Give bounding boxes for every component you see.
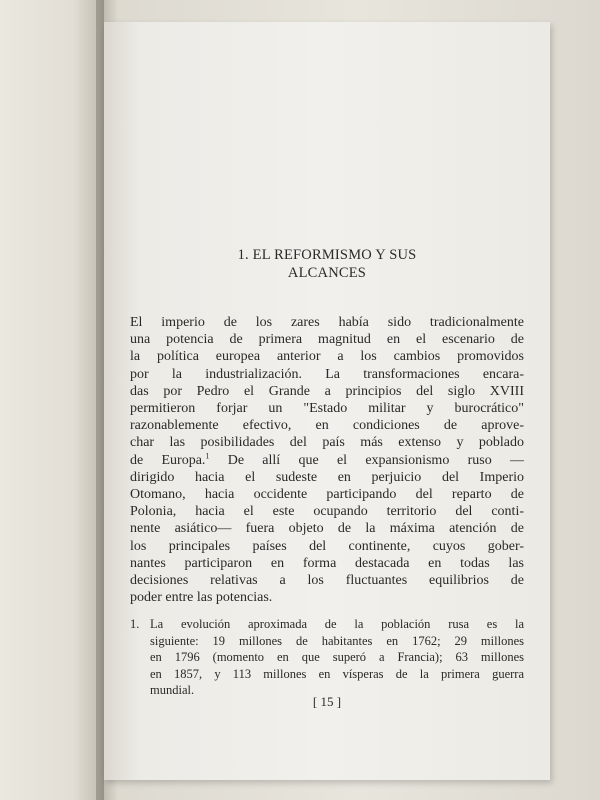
body-line: dirigido hacia el sudeste en perjuicio del Imperio <box>130 469 524 485</box>
body-line: Otomano, hacia occidente participando del reparto de <box>130 487 524 503</box>
page-number: [ 15 ] <box>312 694 342 709</box>
chapter-title-line-1: 1. EL REFORMISMO Y SUS <box>237 247 417 263</box>
body-line: permitieron forjar un "Estado militar y burocrático" <box>130 401 524 417</box>
body-line <box>130 452 524 469</box>
book-page <box>104 22 550 780</box>
body-line-start: de Europa. <box>130 452 206 468</box>
body-line: razonablemente efectivo, en condiciones de aprove- <box>130 418 524 434</box>
body-line: das por Pedro el Grande a principios del siglo XVIII <box>130 383 524 399</box>
body-line: char las posibilidades del país más extenso y poblado <box>130 435 524 451</box>
footnote-line: La evolución aproximada de la población rusa es la <box>150 617 524 631</box>
body-paragraph <box>130 314 524 606</box>
footnote-line: mundial. <box>150 683 195 698</box>
body-line: una potencia de primera magnitud en el escenario de <box>130 332 524 348</box>
body-line: los principales países del continente, cuyos gober- <box>130 538 524 554</box>
footnote-line: en 1857, y 113 millones en vísperas de la primera guerra <box>150 666 524 681</box>
body-line: decisiones relativas a los fluctuantes equilibrios de <box>130 573 524 589</box>
body-line: El imperio de los zares había sido tradicionalmente <box>130 315 524 330</box>
body-line-end: De allí que el expansionismo ruso — <box>227 452 524 468</box>
footnote-reference: 1 <box>205 450 210 460</box>
footnote-line: siguiente: 19 millones de habitantes en 1762; 29 millones <box>150 633 524 648</box>
chapter-title <box>104 246 550 282</box>
chapter-title-line-2: ALCANCES <box>287 265 367 281</box>
footnote-text <box>150 616 524 699</box>
body-line: Polonia, hacia el este ocupando territorio del conti- <box>130 504 524 520</box>
body-line: la política europea anterior a los cambios promovidos <box>130 349 524 365</box>
footnote-number: 1. <box>130 617 140 631</box>
body-line: por la industrialización. La transformaciones encara- <box>130 366 524 382</box>
body-line: nantes participaron en forma destacada en todas las <box>130 555 524 571</box>
body-line: poder entre las potencias. <box>130 590 273 606</box>
body-line: nente asiático— fuera objeto de la máxima atención de <box>130 521 524 537</box>
footnote-line: en 1796 (momento en que superó a Francia); 63 millones <box>150 650 524 665</box>
left-page <box>0 0 104 800</box>
